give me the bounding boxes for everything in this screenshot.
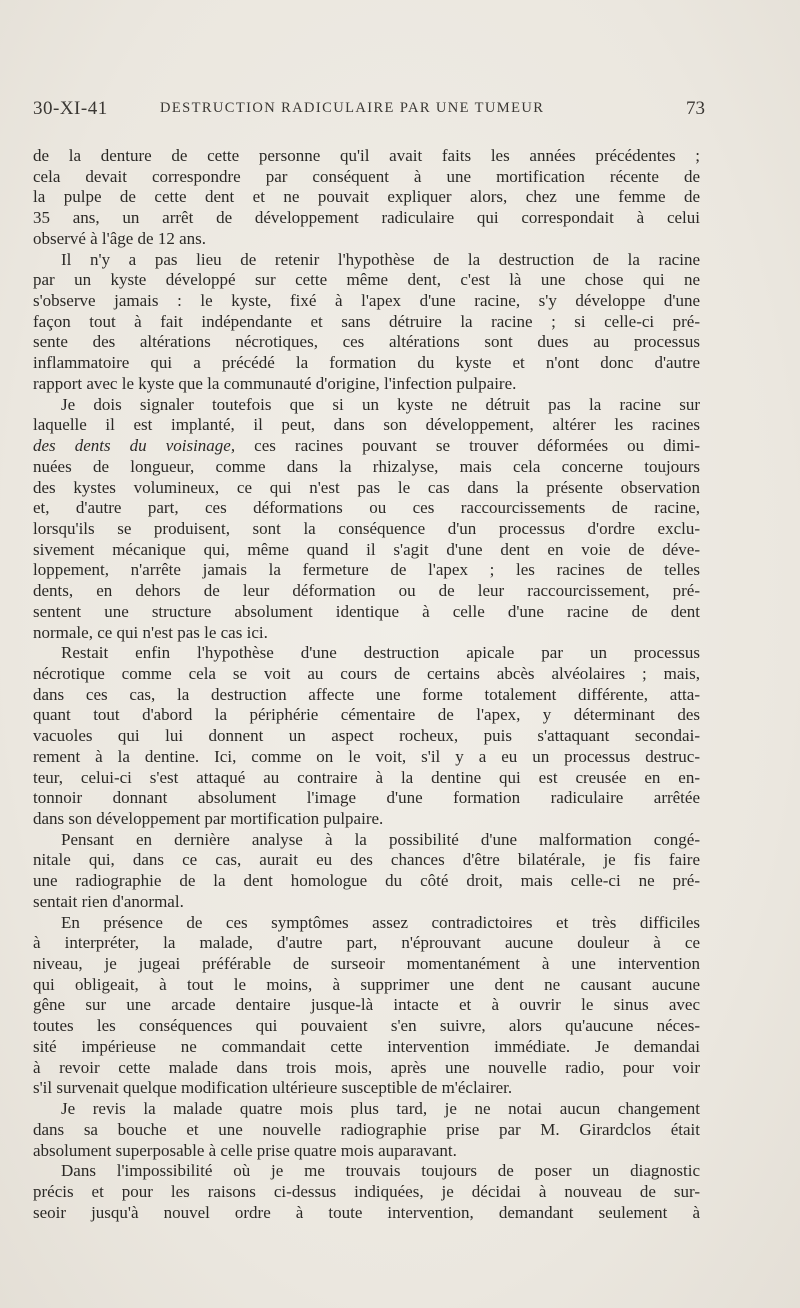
text-line: rapport avec le kyste que la communauté d'origine, l'infection pulpaire. [33,373,517,393]
text-line: nécrotique comme cela se voit au cours de certains abcès alvéolaires ; mais, [33,663,700,683]
text-line: 35 ans, un arrêt de développement radiculaire qui correspondait à celui [33,208,700,228]
text-line: seoir jusqu'à nouvel ordre à toute intervention, demandant seulement à [33,1202,700,1222]
text-line: s'observe jamais : le kyste, fixé à l'apex d'une racine, s'y développe d'une [33,291,700,311]
text-line: sentait rien d'anormal. [33,891,184,911]
text-line: Je revis la malade quatre mois plus tard, je ne notai aucun changement [61,1099,700,1119]
text-line-rest: ces racines pouvant se trouver déformées ou dimi- [254,436,700,456]
text-line: niveau, je jugeai préférable de surseoir momentanément à une intervention [33,954,700,974]
text-line: dents, en dehors de leur déformation ou de leur raccourcissement, pré- [33,581,700,601]
text-line: lorsqu'ils se produisent, sont la conséquence d'un processus d'ordre exclu- [33,518,700,538]
text-line: Dans l'impossibilité où je me trouvais toujours de poser un diagnostic [61,1161,700,1181]
text-line: loppement, n'arrête jamais la fermeture de l'apex ; les racines de telles [33,560,700,580]
text-line: des kystes volumineux, ce qui n'est pas le cas dans la présente observation [33,477,700,497]
text-line: En présence de ces symptômes assez contradictoires et très difficiles [61,912,700,932]
header-date: 30-XI-41 [33,98,108,119]
page-number: 73 [686,98,705,119]
text-line: dans ces cas, la destruction affecte une forme totalement différente, atta- [33,684,700,704]
text-line: la pulpe de cette dent et ne pouvait expliquer alors, chez une femme de [33,187,700,207]
text-line: et, d'autre part, ces déformations ou ces raccourcissements de racine, [33,498,700,518]
text-line: gêne sur une arcade dentaire jusque-là intacte et à ouvrir le sinus avec [33,995,700,1015]
italic-phrase: des dents du voisinage, [33,436,236,456]
text-line: Pensant en dernière analyse à la possibilité d'une malformation congé- [61,829,700,849]
text-line: tonnoir donnant absolument l'image d'une formation radiculaire arrêtée [33,788,700,808]
text-line: laquelle il est implanté, il peut, dans son développement, altérer les racines [33,415,700,435]
text-line: dans son développement par mortification pulpaire. [33,809,384,828]
text-line: sivement mécanique qui, même quand il s'agit d'une dent en voie de déve- [33,539,700,559]
text-line: absolument superposable à celle prise quatre mois auparavant. [33,1140,457,1160]
text-line: quant tout d'abord la périphérie cémentaire de l'apex, y déterminant des [33,705,700,725]
text-line: à revoir cette malade dans trois mois, après une nouvelle radio, pour voir [33,1057,700,1077]
text-line: inflammatoire qui a précédé la formation du kyste et n'ont donc d'autre [33,353,700,373]
text-line: façon tout à fait indépendante et sans détruire la racine ; si celle-ci pré- [33,311,700,331]
body-text [33,146,700,1223]
text-line: nitale qui, dans ce cas, aurait eu des chances d'être bilatérale, je fis faire [33,850,700,870]
text-line: sentent une structure absolument identique à celle d'une racine de dent [33,601,700,621]
text-line: s'il survenait quelque modification ultérieure susceptible de m'éclairer. [33,1078,513,1098]
text-line: qui obligeait, à tout le moins, à supprimer une dent ne causant aucune [33,974,700,994]
text-line: par un kyste développé sur cette même dent, c'est là une chose qui ne [33,270,700,290]
text-line: une radiographie de la dent homologue du côté droit, mais celle-ci ne pré- [33,871,700,891]
text-line: cela devait correspondre par conséquent à une mortification récente de [33,166,700,186]
text-line: de la denture de cette personne qu'il avait faits les années précédentes ; [33,146,700,165]
text-line: teur, celui-ci s'est attaqué au contraire à la dentine qui est creusée en en- [33,767,700,787]
text-line-with-italic [33,436,700,457]
header-title: DESTRUCTION RADICULAIRE PAR UNE TUMEUR [160,100,545,116]
text-line: sente des altérations nécrotiques, ces altérations sont dues au processus [33,332,700,352]
text-line: Je dois signaler toutefois que si un kyste ne détruit pas la racine sur [61,394,700,414]
text-line: à interpréter, la malade, d'autre part, n'éprouvant aucune douleur à ce [33,933,700,953]
text-line: normale, ce qui n'est pas le cas ici. [33,622,268,642]
text-line: Restait enfin l'hypothèse d'une destruction apicale par un processus [61,643,700,663]
text-line: sité impérieuse ne commandait cette intervention immédiate. Je demandai [33,1036,700,1056]
text-line: dans sa bouche et une nouvelle radiographie prise par M. Girardclos était [33,1119,700,1139]
text-line: vacuoles qui lui donnent un aspect rocheux, puis s'attaquant secondai- [33,726,700,746]
text-line: observé à l'âge de 12 ans. [33,228,206,248]
text-line: Il n'y a pas lieu de retenir l'hypothèse de la destruction de la racine [61,249,700,269]
running-header [33,96,705,122]
text-line: toutes les conséquences qui pouvaient s'en suivre, alors qu'aucune néces- [33,1016,700,1036]
text-line: précis et pour les raisons ci-dessus indiquées, je décidai à nouveau de sur- [33,1181,700,1201]
text-line: nuées de longueur, comme dans la rhizalyse, mais cela concerne toujours [33,456,700,476]
text-line: rement à la dentine. Ici, comme on le voit, s'il y a eu un processus destruc- [33,746,700,766]
